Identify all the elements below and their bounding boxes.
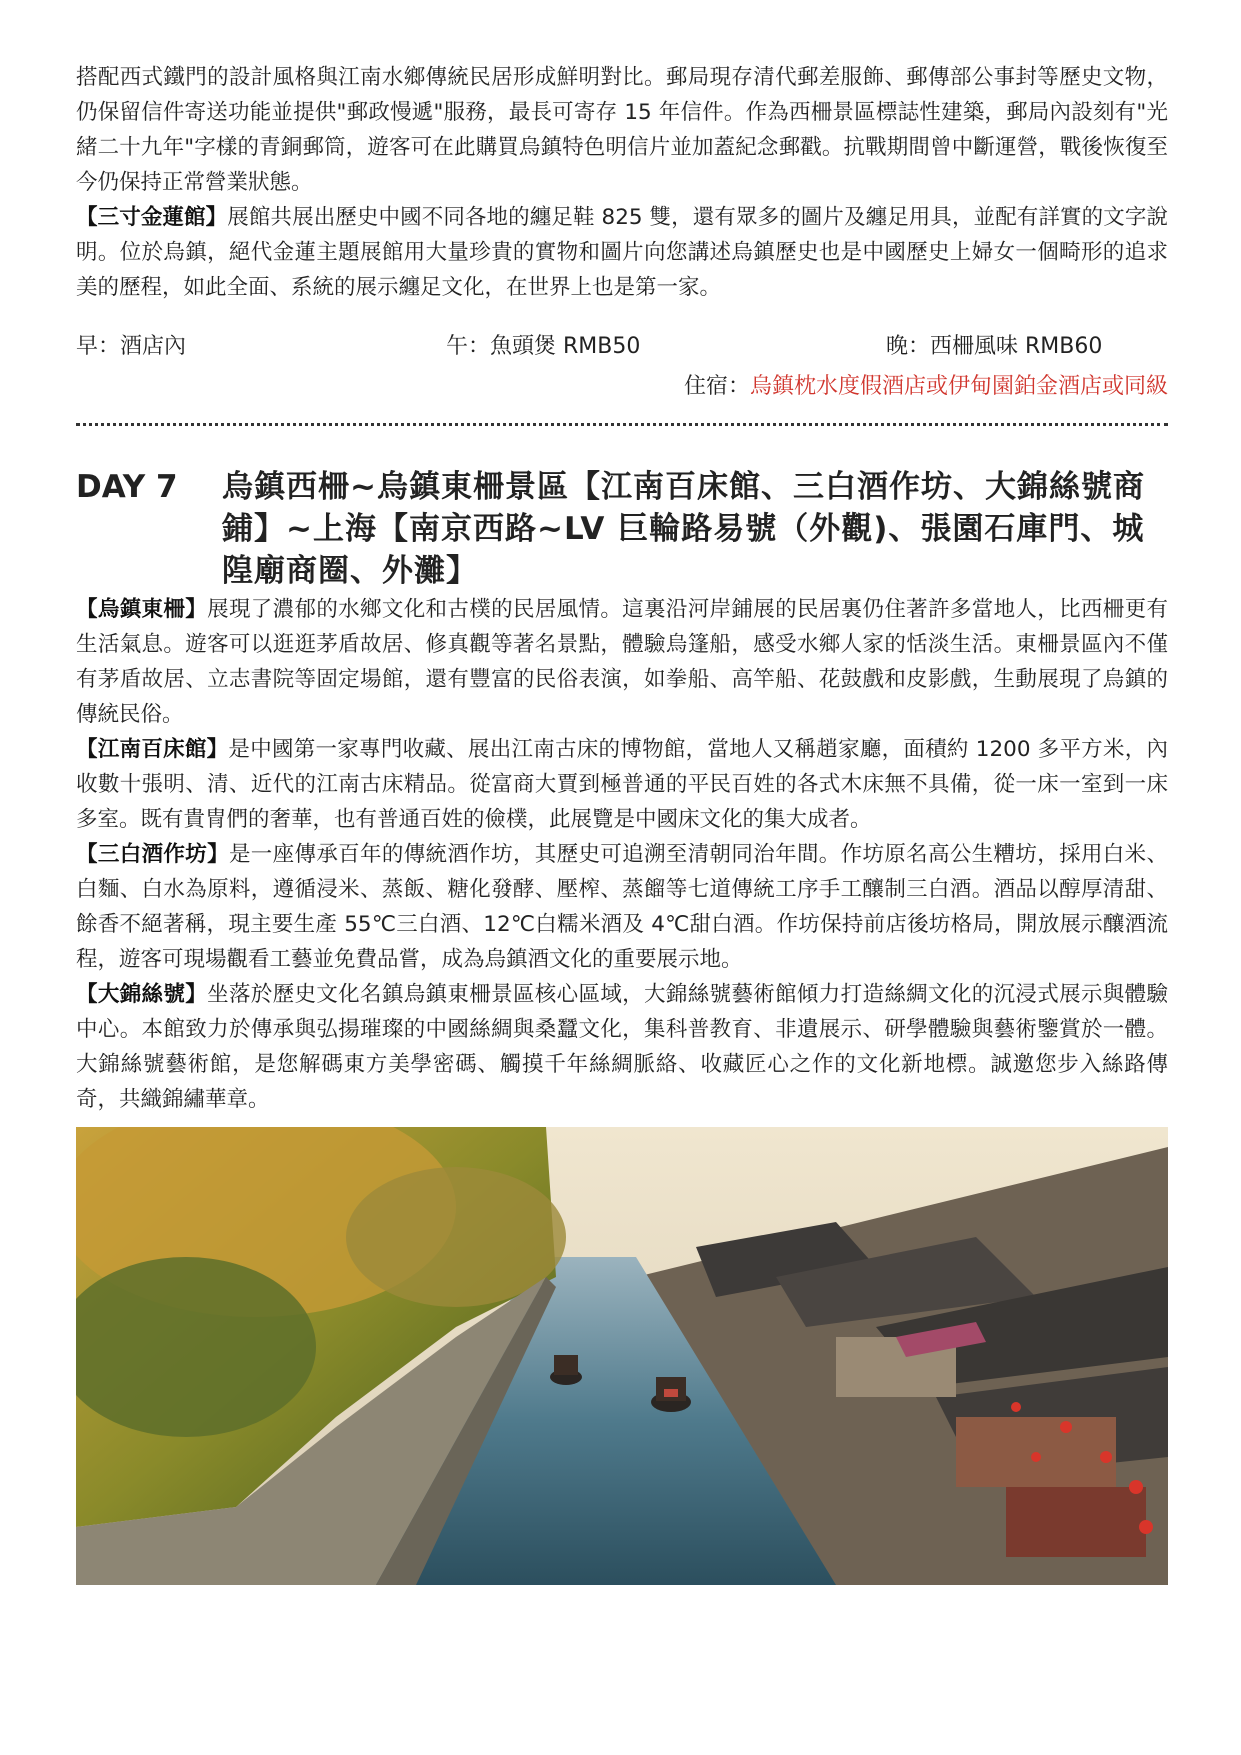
day-title: 烏鎮西柵~烏鎮東柵景區【江南百床館、三白酒作坊、大錦絲號商鋪】~上海【南京西路~LV 巨輪路易號（外觀)、張園石庫門、城隍廟商圈、外灘】 (222, 469, 1145, 589)
section-sanbai-winery (76, 837, 1168, 977)
section-text: 是一座傳承百年的傳統酒作坊，其歷史可追溯至清朝同治年間。作坊原名高公生糟坊，採用白米、白麵、白水為原料，遵循浸米、蒸飯、糖化發酵、壓榨、蒸餾等七道傳統工序手工釀制三白酒。酒品以醇厚清甜、餘香不絕著稱，現主要生產 55℃三白酒、12℃白糯米酒及 4℃甜白酒。作坊保持前店後坊格局，開放展示釀酒流程，遊客可現場觀看工藝並免費品嘗，成為烏鎮酒文化的重要展示地。 (76, 842, 1168, 972)
section-title: 【三白酒作坊】 (76, 842, 229, 867)
day-number: DAY 7 (76, 469, 178, 505)
accommodation-row (76, 367, 1168, 407)
meal-dinner: 晚：西柵風味 RMB60 (886, 334, 1103, 359)
section-text-golden-lotus: 展館共展出歷史中國不同各地的纏足鞋 825 雙，還有眾多的圖片及纏足用具，並配有詳實的文字說明。位於烏鎮，絕代金蓮主題展館用大量珍貴的實物和圖片向您講述烏鎮歷史也是中國歷史上婦女一個畸形的追求美的歷程，如此全面、系統的展示纏足文化，在世界上也是第一家。 (76, 205, 1168, 300)
section-title: 【大錦絲號】 (76, 982, 208, 1007)
meals-row (76, 329, 1168, 367)
intro-paragraph-post-office: 搭配西式鐵門的設計風格與江南水鄉傳統民居形成鮮明對比。郵局現存清代郵差服飾、郵傳部公事封等歷史文物，仍保留信件寄送功能並提供"郵政慢遞"服務，最長可寄存 15 年信件。作為西柵景區標誌性建築，郵局內設刻有"光緒二十九年"字樣的青銅郵筒，遊客可在此購買烏鎮特色明信片並加蓋紀念郵戳。抗戰期間曾中斷運營，戰後恢復至今仍保持正常營業狀態。 (76, 65, 1168, 195)
section-title: 【烏鎮東柵】 (76, 597, 208, 622)
water-town-photo (76, 1127, 1168, 1585)
accommodation-hotel-name: 烏鎮枕水度假酒店或伊甸園鉑金酒店或同級 (749, 374, 1168, 399)
section-text: 坐落於歷史文化名鎮烏鎮東柵景區核心區域，大錦絲號藝術館傾力打造絲綢文化的沉浸式展示與體驗中心。本館致力於傳承與弘揚璀璨的中國絲綢與桑蠶文化，集科普教育、非遺展示、研學體驗與藝術鑒賞於一體。大錦絲號藝術館，是您解碼東方美學密碼、觸摸千年絲綢脈絡、收藏匠心之作的文化新地標。誠邀您步入絲路傳奇，共織錦繡華章。 (76, 982, 1168, 1112)
accommodation-label: 住宿： (683, 374, 750, 399)
meal-breakfast: 早：酒店內 (76, 334, 187, 359)
section-bed-museum (76, 732, 1168, 837)
dotted-divider (76, 417, 1168, 426)
itinerary-page (76, 60, 1168, 1585)
meal-lunch: 午：魚頭煲 RMB50 (446, 334, 641, 359)
section-dajin-silk (76, 977, 1168, 1117)
section-title-golden-lotus: 【三寸金蓮館】 (76, 205, 228, 230)
section-title: 【江南百床館】 (76, 737, 229, 762)
section-text: 展現了濃郁的水鄉文化和古樸的民居風情。這裏沿河岸鋪展的民居裏仍住著許多當地人，比西柵更有生活氣息。遊客可以逛逛茅盾故居、修真觀等著名景點，體驗烏篷船，感受水鄉人家的恬淡生活。東柵景區內不僅有茅盾故居、立志書院等固定場館，還有豐富的民俗表演，如拳船、高竿船、花鼓戲和皮影戲，生動展現了烏鎮的傳統民俗。 (76, 597, 1168, 727)
section-east-zone (76, 592, 1168, 732)
section-text: 是中國第一家專門收藏、展出江南古床的博物館，當地人又稱趙家廳，面積約 1200 多平方米，內收數十張明、清、近代的江南古床精品。從富商大賈到極普通的平民百姓的各式木床無不具備，從一床一室到一床多室。既有貴冑們的奢華，也有普通百姓的儉樸，此展覽是中國床文化的集大成者。 (76, 737, 1168, 832)
intro-paragraph-golden-lotus (76, 200, 1168, 305)
day-header (76, 466, 1168, 592)
